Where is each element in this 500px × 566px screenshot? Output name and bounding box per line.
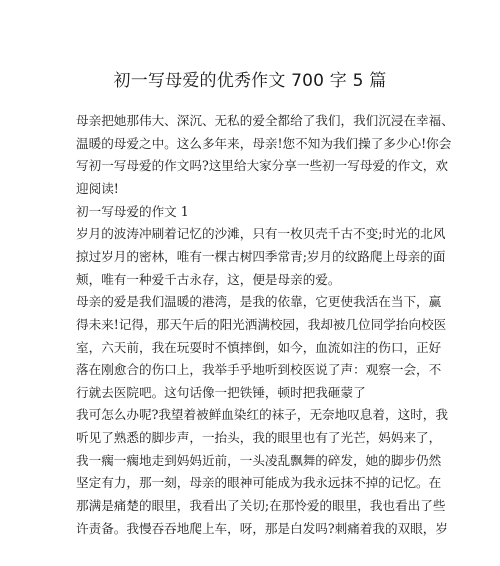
body-line: 行就去医院吧。这句话像一把铁锤，顿时把我砸蒙了	[76, 384, 366, 400]
body-line: 室，六天前，我在玩耍时不慎摔倒，如今，血流如注的伤口，正好	[76, 339, 442, 355]
body-line: 坚定有力，那一刻，母亲的眼神可能成为我永远抹不掉的记忆。在	[76, 475, 442, 491]
body-line: 我可怎么办呢?我望着被鲜血染红的袜子，无奈地叹息着，这时，我	[76, 407, 448, 423]
body-line: 那满是痛楚的眼里，我看出了关切;在那怜爱的眼里，我也看出了些	[76, 498, 446, 514]
body-line: 听见了熟悉的脚步声，一抬头，我的眼里也有了光芒，妈妈来了，	[76, 430, 442, 446]
body-line: 初一写母爱的作文 1	[76, 203, 189, 219]
body-line: 温暖的母爱之中。这么多年来，母亲!您不知为我们操了多少心!你会	[76, 135, 452, 151]
body-line: 迎阅读!	[76, 180, 119, 196]
body-line: 母亲的爱是我们温暖的港湾，是我的依靠，它更使我活在当下，赢	[76, 294, 442, 310]
document-title: 初一写母爱的优秀作文 700 字 5 篇	[113, 71, 387, 91]
body-line: 落在刚愈合的伤口上，我举手乎地听到校医说了声：观察一会，不	[76, 362, 442, 378]
body-line: 颊，唯有一种爱千古永存，这，便是母亲的爱。	[76, 271, 341, 287]
body-line: 岁月的波涛冲刷着记忆的沙滩，只有一枚贝壳千古不变;时光的北风	[76, 226, 446, 242]
body-line: 掠过岁月的密林，唯有一棵古树四季常青;岁月的纹路爬上母亲的面	[76, 248, 446, 264]
body-line: 许责备。我慢吞吞地爬上车，呀，那是白发吗?刺痛着我的双眼，岁	[76, 520, 448, 536]
body-line: 我一瘸一瘸地走到妈妈近前，一头凌乱飘舞的碎发，她的脚步仍然	[76, 452, 442, 468]
body-line: 写初一写母爱的作文吗?这里给大家分享一些初一写母爱的作文，欢	[76, 158, 448, 174]
body-line: 得未来!记得，那天午后的阳光洒满校园，我却被几位同学抬向校医	[76, 316, 447, 332]
body-line: 母亲把她那伟大、深沉、无私的爱全都给了我们，我们沉浸在幸福、	[76, 113, 454, 128]
